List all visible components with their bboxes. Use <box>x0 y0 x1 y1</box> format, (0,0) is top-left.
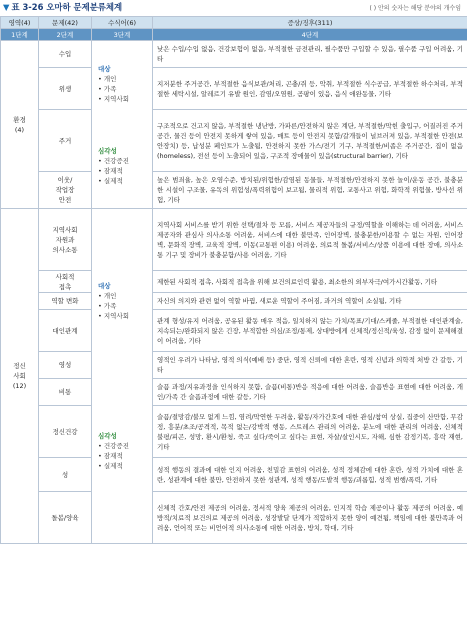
issue-label: 주거 <box>58 136 72 145</box>
modifier-item: • 개인 <box>98 74 117 83</box>
table-row <box>1 293 467 310</box>
modifier-item: • 지역사회 <box>98 94 130 103</box>
symptom-cell: 슬픔 과정/지유과정을 인식하지 못함, 슬픔(비통)반응 적응에 대한 어려움, 슬픔반응 표현에 대한 어려움, 개인/가족 간 슬픔과정에 대한 갈등, 기타 <box>153 379 467 406</box>
issue-cell <box>39 352 92 379</box>
symptom-cell: 성적 행동의 결과에 대한 인지 어려움, 친밀감 표현의 어려움, 성적 정체감에 대한 혼란, 성적 가치에 대한 혼란, 성관계에 대한 불만, 안전하지 못한 성관계, 성적 행동/도발적 행동/괴롭힘, 성적 범행/폭력, 기타 <box>153 458 467 492</box>
issue-label: 돌봄/양육 <box>51 513 79 522</box>
issue-cell <box>39 379 92 406</box>
issue-cell <box>39 310 92 352</box>
omaha-classification-table <box>0 16 467 544</box>
issue-cell <box>39 172 92 209</box>
title-row <box>0 0 467 14</box>
issue-cell <box>39 209 92 271</box>
table-row <box>1 209 467 271</box>
table-row <box>1 41 467 68</box>
header-row-1 <box>1 17 467 29</box>
header-level-2: 2단계 <box>39 29 92 41</box>
issue-label: 자원과 <box>55 235 75 244</box>
issue-label: 비통 <box>58 388 72 396</box>
modifier-severity-label: 심각성 <box>98 432 117 440</box>
issue-label: 위생 <box>58 84 72 93</box>
table-row <box>1 310 467 352</box>
header-area: 영역(4) <box>1 17 39 29</box>
issue-cell <box>39 41 92 68</box>
table-row <box>1 271 467 293</box>
area-label: 정신 <box>13 362 26 370</box>
table-row <box>1 379 467 406</box>
triangle-marker-icon: ▼ <box>3 2 10 12</box>
area-count: (4) <box>14 125 25 134</box>
modifier-cell-psychosocial <box>92 209 153 544</box>
modifier-item: • 건강증진 <box>98 156 130 165</box>
table-row <box>1 172 467 209</box>
issue-label: 영성 <box>58 361 72 369</box>
issue-label: 접촉 <box>58 282 72 291</box>
header-symptom: 증상/징후(311) <box>153 17 467 29</box>
modifier-item: • 가족 <box>98 84 117 93</box>
table-row <box>1 492 467 544</box>
modifier-item: • 잠재적 <box>98 452 123 460</box>
header-modifier: 수식어(6) <box>92 17 153 29</box>
symptom-cell: 낮은 수입/수입 없음, 건강보험이 없음, 부적절한 금전관리, 필수품만 구입할 수 있음, 필수품 구입 어려움, 기타 <box>153 41 467 68</box>
area-cell-psychosocial <box>1 209 39 544</box>
symptom-cell: 신체적 간호/안전 제공의 어려움, 정서적 양육 제공의 어려움, 인지적 학습 제공이나 활동 제공의 어려움, 예방적/치료적 보건의료 제공의 어려움, 성장발달 단계가 적합하지 못한 양이 예견됨, 책임에 대한 불만족과 어려움, 언어적 또는 비언어적 의사소통에 대한 어려움, 방치, 학대, 기타 <box>153 492 467 544</box>
table-row <box>1 68 467 110</box>
issue-label: 작업장 <box>55 186 75 194</box>
header-row-2 <box>1 29 467 41</box>
table-title-text: 표 3-26 오마하 문제분류체계 <box>11 2 123 12</box>
issue-label: 대인관계 <box>52 326 78 335</box>
modifier-cell-environment <box>92 41 153 209</box>
issue-label: 사회적 <box>55 272 75 281</box>
issue-cell <box>39 68 92 110</box>
issue-cell <box>39 406 92 458</box>
modifier-severity-label: 심각성 <box>98 146 117 155</box>
issue-cell <box>39 492 92 544</box>
modifier-item: • 가족 <box>98 302 117 310</box>
modifier-item: • 실제적 <box>98 462 123 470</box>
issue-cell <box>39 110 92 172</box>
symptom-cell: 지역사회 서비스를 받기 위한 선택/절차 등 모름, 서비스 제공자들의 규정/역할을 이해하는 데 어려움, 서비스제공자와 관심사 의사소통 어려움, 서비스에 대한 불만족, 인어장벽, 불충분한/이용할 수 없는 자원, 인어장벽, 문화적 장벽, 교육적 장벽, 이동(교통편 이용) 어려움, 의료적 돌봄/서비스/상품 이용에 대한 장애, 의사소통 기구 및 장비가 불충분함/사용 어려움, 기타 <box>153 209 467 271</box>
symptom-cell: 제한된 사회적 접촉, 사회적 접촉을 위해 보건의료인력 활용, 최소한의 외부자극/여가시간활동, 기타 <box>153 271 467 293</box>
modifier-spacer <box>98 321 150 431</box>
issue-cell <box>39 458 92 492</box>
issue-cell <box>39 271 92 293</box>
table-row <box>1 110 467 172</box>
area-count: (12) <box>12 382 27 390</box>
area-cell-environment <box>1 41 39 209</box>
issue-label: 이웃/ <box>57 176 73 184</box>
symptom-cell: 지저분한 주거공간, 부적절한 음식보관/처리, 곤충/쥐 등, 악취, 부적절한 식수공급, 부적절한 하수처리, 부적절한 세탁시설, 알레르기 유발 원인, 감염/오염원, 곰팡이 있음, 음식 애완동물, 기타 <box>153 68 467 110</box>
issue-cell <box>39 293 92 310</box>
header-issue: 문제(42) <box>39 17 92 29</box>
modifier-item: • 개인 <box>98 292 117 300</box>
issue-label: 성 <box>61 470 69 479</box>
issue-label: 수입 <box>58 50 72 58</box>
table-row <box>1 352 467 379</box>
table-note: ( ) 안의 숫자는 해당 분야의 개수임 <box>369 5 461 12</box>
issue-label: 정신건강 <box>52 427 78 436</box>
symptom-cell: 영적인 우려가 나타남, 영적 의식(예배 등) 중단, 영적 신뢰에 대한 혼란, 영적 신념과 의학적 처방 간 갈등, 기타 <box>153 352 467 379</box>
symptom-cell: 구조적으로 건고지 않음, 부적절한 냉난방, 가파른/안전하지 않은 계단, 부적절한/막힌 출입구, 어질러진 주거공간, 물건 등이 안전지 못하게 쌓여 있음, 매트 등이 안전지 못함/갈개들이 널브러져 있음, 부적절한 안전(보안장치) 등, 납성분 페인트가 노출됨, 안전하지 못한 가스/전기 기구, 부적절한/비좁은 주거공간, 집이 없음(homeless), 전선 등이 노출되어 있음, 구조적 장애물이 있음(structural barrier), 기타 <box>153 110 467 172</box>
area-label: 사회 <box>13 372 26 380</box>
symptom-cell: 자신의 의지와 관련 없이 역할 바뀜, 새로운 역할이 주어짐, 과거의 역할이 소실됨, 기타 <box>153 293 467 310</box>
header-level-4: 4단계 <box>153 29 467 41</box>
modifier-spacer <box>98 104 150 146</box>
table-title <box>3 1 122 13</box>
modifier-item: • 잠재적 <box>98 166 123 175</box>
modifier-target-label: 대상 <box>98 282 111 290</box>
modifier-item: • 실제적 <box>98 176 123 185</box>
issue-label: 지역사회 <box>52 225 78 234</box>
symptom-cell: 높은 범죄율, 높은 오염수준, 방치된/위험한/감염된 동물들, 부적절한/안전하지 못한 놀이/운동 공간, 불충분한 시설이 구조물, 유독의 위험성/폭력위험이 보고됨, 물리적 위험, 교통사고 위험, 화학적 위험물, 방사선 위험, 기타 <box>153 172 467 209</box>
modifier-item: • 지역사회 <box>98 312 130 320</box>
issue-label: 안전 <box>58 196 72 204</box>
modifier-item: • 건강증진 <box>98 442 130 450</box>
header-level-1: 1단계 <box>1 29 39 41</box>
symptom-cell: 관계 형성/유지 어려움, 공유된 활동 매우 적음, 일치하지 않는 가치/목표/기대/스케줄, 부적절한 대인관계술, 지속되는/완화되지 않은 긴장, 부적합한 의심/조정/통제, 상대방에게 신체적/정신적/육성, 감정 없이 문제해결이 어려움, 기타 <box>153 310 467 352</box>
header-level-3: 3단계 <box>92 29 153 41</box>
symptom-cell: 슬픔/절망감/불모 없게 느낌, 염려/막연한 두려움, 활동/자가간호에 대한 관심/참여 상실, 집중이 산만함, 무감정, 흥분/초조/공격적, 목적 없는/강박적 행동, 스트레스 관리의 어려움, 분노에 대한 관리의 어려움, 신체적 불평/피곤, 성망, 환시/환청, 죽고 싶다/죽이고 싶다는 표현, 자살/살인시도, 자해, 심한 감정기복, 흥락 재현, 기타 <box>153 406 467 458</box>
table-row <box>1 406 467 458</box>
modifier-target-label: 대상 <box>98 64 111 73</box>
table-row <box>1 458 467 492</box>
issue-label: 의사소통 <box>52 245 78 254</box>
area-label: 환경 <box>13 115 26 124</box>
issue-label: 역할 변화 <box>51 297 79 305</box>
